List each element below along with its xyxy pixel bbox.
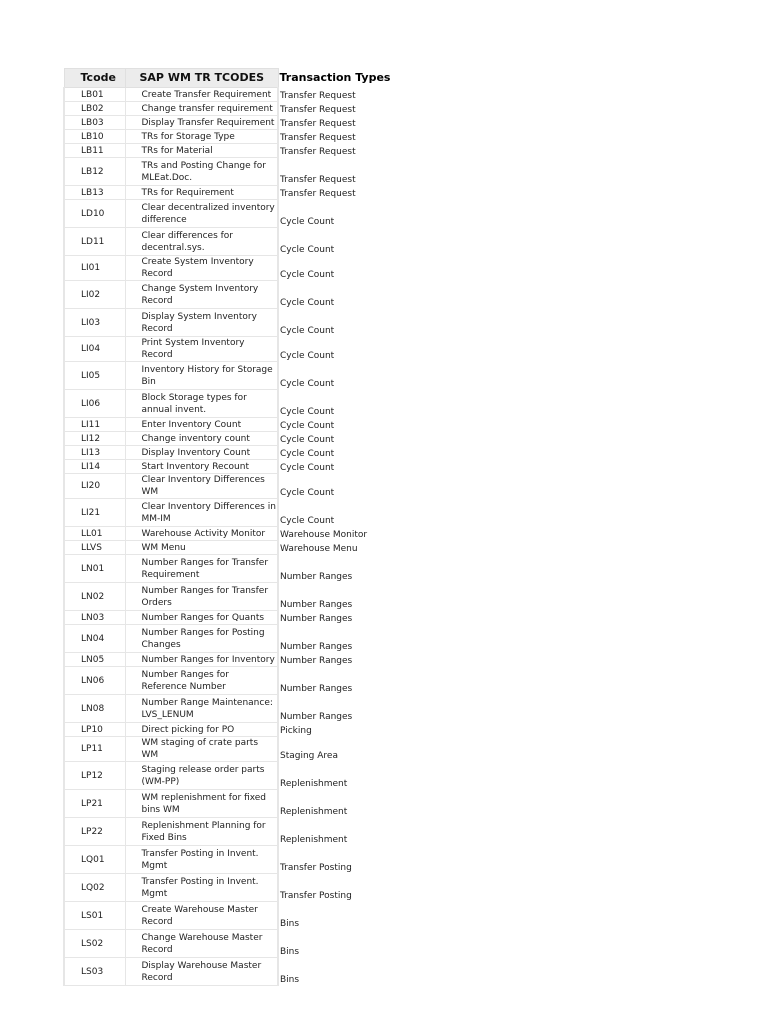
transaction-type-cell: Cycle Count [280,325,335,336]
transaction-type-cell: Cycle Count [280,420,335,431]
description-cell: Number Ranges for Posting Changes [125,625,278,653]
tcode-cell: LS01 [64,902,125,930]
description-cell: TRs for Requirement [125,186,278,200]
description-cell: Number Ranges for Inventory [125,653,278,667]
transaction-type-cell: Warehouse Monitor [280,529,368,540]
description-cell: WM staging of crate parts WM [125,737,278,762]
transaction-type-cell: Transfer Request [280,90,356,101]
transaction-type-cell: Cycle Count [280,350,335,361]
tcode-cell: LI21 [64,499,125,527]
header-transaction-type: Transaction Types [279,71,391,84]
table-row [64,116,391,130]
description-cell: Display System Inventory Record [125,309,278,337]
transaction-type-cell: Transfer Request [280,174,356,185]
description-cell: TRs for Material [125,144,278,158]
tcode-cell: LL01 [64,527,125,541]
tcode-cell: LI04 [64,337,125,362]
transaction-type-cell: Transfer Request [280,146,356,157]
table-row [64,762,391,790]
transaction-type-cell: Transfer Posting [280,890,352,901]
table-row [64,256,391,281]
description-cell: Warehouse Activity Monitor [125,527,278,541]
table-row [64,874,391,902]
table-row [64,667,391,695]
tcode-cell: LB13 [64,186,125,200]
description-cell: Print System Inventory Record [125,337,278,362]
transaction-type-cell: Bins [280,918,300,929]
table-row [64,200,391,228]
table-row [64,144,391,158]
description-cell: Change System Inventory Record [125,281,278,309]
tcode-cell: LI01 [64,256,125,281]
tcode-cell: LN04 [64,625,125,653]
description-cell: Transfer Posting in Invent. Mgmt [125,874,278,902]
table-row [64,527,391,541]
description-cell: Number Ranges for Reference Number [125,667,278,695]
tcode-cell: LN02 [64,583,125,611]
tcode-cell: LI06 [64,390,125,418]
description-cell: Display Transfer Requirement [125,116,278,130]
description-cell: WM replenishment for fixed bins WM [125,790,278,818]
transaction-type-cell: Replenishment [280,778,348,789]
tcode-cell: LI02 [64,281,125,309]
table-row [64,228,391,256]
description-cell: Staging release order parts (WM-PP) [125,762,278,790]
table-row [64,653,391,667]
description-cell: Change transfer requirement [125,102,278,116]
transaction-type-cell: Cycle Count [280,487,335,498]
table-row [64,158,391,186]
table-row [64,737,391,762]
description-cell: Number Ranges for Transfer Requirement [125,555,278,583]
tcode-cell: LP10 [64,723,125,737]
tcode-cell: LB03 [64,116,125,130]
transaction-type-cell: Cycle Count [280,216,335,227]
tcode-cell: LQ02 [64,874,125,902]
table-row [64,555,391,583]
tcode-cell: LQ01 [64,846,125,874]
transaction-type-cell: Replenishment [280,834,348,845]
tcode-cell: LP12 [64,762,125,790]
transaction-type-cell: Number Ranges [280,683,353,694]
table-row [64,846,391,874]
tcode-cell: LI12 [64,432,125,446]
transaction-type-cell: Bins [280,974,300,985]
table-row [64,930,391,958]
description-cell: Create Transfer Requirement [125,88,278,102]
tcode-cell: LN08 [64,695,125,723]
tcode-cell: LS02 [64,930,125,958]
header-description: SAP WM TR TCODES [125,69,278,88]
table-row [64,309,391,337]
description-cell: TRs and Posting Change for MLEat.Doc. [125,158,278,186]
transaction-type-cell: Number Ranges [280,655,353,666]
table-row [64,460,391,474]
description-cell: Display Inventory Count [125,446,278,460]
tcode-cell: LN06 [64,667,125,695]
table-row [64,474,391,499]
header-tcode: Tcode [64,69,125,88]
table-row [64,611,391,625]
transaction-type-cell: Transfer Request [280,104,356,115]
description-cell: TRs for Storage Type [125,130,278,144]
tcode-cell: LB10 [64,130,125,144]
transaction-type-cell: Number Ranges [280,599,353,610]
transaction-type-cell: Number Ranges [280,571,353,582]
table-row [64,186,391,200]
table-row [64,902,391,930]
description-cell: Direct picking for PO [125,723,278,737]
table-row [64,281,391,309]
tcode-cell: LB01 [64,88,125,102]
transaction-type-cell: Cycle Count [280,406,335,417]
description-cell: Transfer Posting in Invent. Mgmt [125,846,278,874]
tcode-cell: LI13 [64,446,125,460]
description-cell: Clear Inventory Differences in MM-IM [125,499,278,527]
description-cell: Display Warehouse Master Record [125,958,278,986]
tcode-cell: LP11 [64,737,125,762]
transaction-type-cell: Transfer Request [280,188,356,199]
tcode-cell: LP21 [64,790,125,818]
table-header-row [64,69,391,88]
transaction-type-cell: Bins [280,946,300,957]
tcode-cell: LN05 [64,653,125,667]
tcode-cell: LS03 [64,958,125,986]
table-row [64,695,391,723]
transaction-type-cell: Staging Area [280,750,338,761]
table-row [64,432,391,446]
transaction-type-cell: Cycle Count [280,244,335,255]
description-cell: Clear differences for decentral.sys. [125,228,278,256]
tcode-cell: LI14 [64,460,125,474]
table-row [64,418,391,432]
transaction-type-cell: Number Ranges [280,641,353,652]
description-cell: Inventory History for Storage Bin [125,362,278,390]
table-row [64,818,391,846]
transaction-type-cell: Cycle Count [280,448,335,459]
description-cell: Create Warehouse Master Record [125,902,278,930]
tcode-table [63,68,392,986]
table-body [64,88,391,986]
description-cell: Replenishment Planning for Fixed Bins [125,818,278,846]
description-cell: Start Inventory Recount [125,460,278,474]
table-row [64,130,391,144]
transaction-type-cell: Number Ranges [280,613,353,624]
table-row [64,337,391,362]
table-row [64,583,391,611]
table-row [64,88,391,102]
transaction-type-cell: Replenishment [280,806,348,817]
transaction-type-cell: Number Ranges [280,711,353,722]
tcode-cell: LD10 [64,200,125,228]
tcode-cell: LP22 [64,818,125,846]
description-cell: Number Range Maintenance: LVS_LENUM [125,695,278,723]
transaction-type-cell: Warehouse Menu [280,543,358,554]
description-cell: Change inventory count [125,432,278,446]
description-cell: Create System Inventory Record [125,256,278,281]
tcode-cell: LB12 [64,158,125,186]
description-cell: Number Ranges for Quants [125,611,278,625]
transaction-type-cell: Transfer Request [280,118,356,129]
transaction-type-cell: Cycle Count [280,269,335,280]
table-row [64,446,391,460]
tcode-cell: LN03 [64,611,125,625]
tcode-table-container [63,68,392,986]
table-row [64,958,391,986]
tcode-cell: LB11 [64,144,125,158]
description-cell: Clear Inventory Differences WM [125,474,278,499]
tcode-cell: LLVS [64,541,125,555]
transaction-type-cell: Cycle Count [280,515,335,526]
tcode-cell: LB02 [64,102,125,116]
description-cell: Number Ranges for Transfer Orders [125,583,278,611]
table-row [64,102,391,116]
table-row [64,541,391,555]
table-row [64,390,391,418]
description-cell: Block Storage types for annual invent. [125,390,278,418]
tcode-cell: LN01 [64,555,125,583]
description-cell: WM Menu [125,541,278,555]
tcode-cell: LI20 [64,474,125,499]
tcode-cell: LI11 [64,418,125,432]
table-row [64,362,391,390]
tcode-cell: LI05 [64,362,125,390]
table-row [64,499,391,527]
transaction-type-cell: Cycle Count [280,378,335,389]
description-cell: Clear decentralized inventory difference [125,200,278,228]
transaction-type-cell: Transfer Request [280,132,356,143]
transaction-type-cell: Cycle Count [280,434,335,445]
table-row [64,723,391,737]
tcode-cell: LI03 [64,309,125,337]
table-row [64,625,391,653]
tcode-cell: LD11 [64,228,125,256]
table-row [64,790,391,818]
transaction-type-cell: Picking [280,725,312,736]
transaction-type-cell: Cycle Count [280,297,335,308]
transaction-type-cell: Cycle Count [280,462,335,473]
description-cell: Enter Inventory Count [125,418,278,432]
transaction-type-cell: Transfer Posting [280,862,352,873]
description-cell: Change Warehouse Master Record [125,930,278,958]
